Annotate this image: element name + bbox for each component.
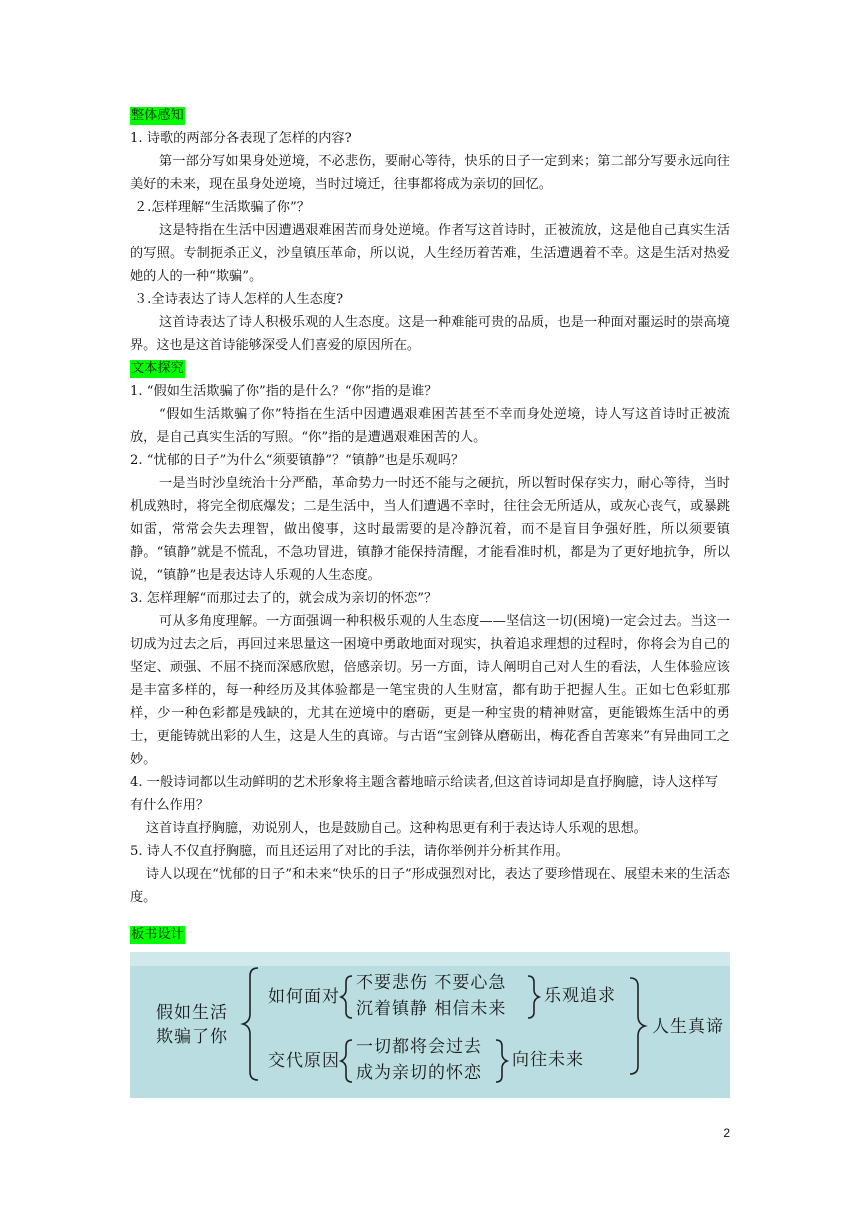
board-title-line2: 欺骗了你 xyxy=(156,1027,228,1047)
brace-branch2-right xyxy=(496,1040,507,1082)
brace-conclusion xyxy=(630,978,645,1074)
question-1: 1. 诗歌的两部分各表现了怎样的内容? xyxy=(130,131,352,146)
question-2: ２.怎样理解“生活欺骗了你”？ xyxy=(134,200,310,215)
board-title-line1: 假如生活 xyxy=(156,1003,228,1023)
brace-main xyxy=(243,968,258,1080)
explore-question-3: 3. 怎样理解“而那过去了的，就会成为亲切的怀恋”？ xyxy=(130,591,438,606)
section-tag-overall: 整体感知 xyxy=(131,108,184,123)
board-b2-item1: 一切都将会过去 xyxy=(356,1037,482,1057)
brace-branch1-right xyxy=(528,976,539,1018)
explore-question-5: 5. 诗人不仅直抒胸臆，而且还运用了对比的手法，请你举例并分析其作用。 xyxy=(130,844,569,859)
answer-3: 这首诗表达了诗人积极乐观的人生态度。这是一种难能可贵的品质，也是一种面对噩运时的崇高境界。这也是这首诗能够深受人们喜爱的原因所在。 xyxy=(130,315,730,353)
section-tag-board: 板书设计 xyxy=(131,927,184,942)
explore-question-2: 2. “忧郁的日子”为什么“须要镇静”？“镇静”也是乐观吗？ xyxy=(130,453,465,468)
board-design-diagram xyxy=(130,952,730,1098)
question-3: ３.全诗表达了诗人怎样的人生态度? xyxy=(134,292,344,307)
board-conclusion: 人生真谛 xyxy=(652,1017,724,1037)
document-page xyxy=(130,104,730,1098)
board-b1-item2: 沉着镇静 相信未来 xyxy=(356,999,507,1019)
board-b1-result: 乐观追求 xyxy=(544,986,616,1006)
board-b2-result: 向往未来 xyxy=(512,1050,584,1070)
board-branch2: 交代原因 xyxy=(268,1051,340,1071)
board-branch1: 如何面对 xyxy=(268,987,340,1007)
board-b1-item1: 不要悲伤 不要心急 xyxy=(356,973,507,993)
answer-1: 第一部分写如果身处逆境，不必悲伤，要耐心等待，快乐的日子一定到来；第二部分写要永远向往美好的未来，现在虽身处逆境，当时过境迁，往事都将成为亲切的回忆。 xyxy=(130,154,730,192)
explore-answer-2: 一是当时沙皇统治十分严酷，革命势力一时还不能与之硬抗，所以暂时保存实力，耐心等待，当时机成熟时，将完全彻底爆发；二是生活中，当人们遭遇不幸时，往往会无所适从，或灰心丧气，或暴跳如雷，常常会失去理智，做出傻事，这时最需要的是冷静沉着，而不是盲目争强好胜，所以须要镇静。“镇静”就是不慌乱，不急功冒进，镇静才能保持清醒，才能看准时机，都是为了更好地抗争，所以说，“镇静”也是表达诗人乐观的人生态度。 xyxy=(130,476,730,583)
answer-2: 这是特指在生活中因遭遇艰难困苦而身处逆境。作者写这首诗时，正被流放，这是他自己真实生活的写照。专制扼杀正义，沙皇镇压革命，所以说，人生经历着苦难，生活遭遇着不幸。这是生活对热爱她的人的一种“欺骗”。 xyxy=(130,223,730,284)
page-number: 2 xyxy=(723,1126,730,1140)
explore-question-1: 1. “假如生活欺骗了你”指的是什么？“你”指的是谁？ xyxy=(130,384,438,399)
explore-answer-5: 诗人以现在“忧郁的日子”和未来“快乐的日子”形成强烈对比，表达了要珍惜现在、展望未来的生活态度。 xyxy=(130,867,730,905)
explore-answer-4: 这首诗直抒胸臆，劝说别人，也是鼓励自己。这种构思更有利于表达诗人乐观的思想。 xyxy=(145,821,647,836)
brace-branch2 xyxy=(341,1040,352,1082)
explore-answer-1: “假如生活欺骗了你”特指在生活中因遭遇艰难困苦甚至不幸而身处逆境，诗人写这首诗时正被流放，是自己真实生活的写照。“你”指的是遭遇艰难困苦的人。 xyxy=(130,407,730,445)
explore-question-4: 4. 一般诗词都以生动鲜明的艺术形象将主题含蓄地暗示给读者,但这首诗词却是直抒胸臆，诗人这样写有什么作用？ xyxy=(130,775,719,813)
explore-answer-3: 可从多角度理解。一方面强调一种积极乐观的人生态度——坚信这一切(困境)一定会过去。当这一切成为过去之后，再回过来思量这一困境中勇敢地面对现实，执着追求理想的过程时，你将会为自己的坚定、顽强、不屈不挠而深感欣慰，倍感亲切。另一方面，诗人阐明自己对人生的看法，人生体验应该是丰富多样的，每一种经历及其体验都是一笔宝贵的人生财富，都有助于把握人生。正如七色彩虹那样，少一种色彩都是残缺的，尤其在逆境中的磨砺，更是一种宝贵的精神财富，更能锻炼生活中的勇士，更能铸就出彩的人生，这是人生的真谛。与古语“宝剑锋从磨砺出，梅花香自苦寒来”有异曲同工之妙。 xyxy=(130,614,730,767)
board-b2-item2: 成为亲切的怀恋 xyxy=(356,1063,482,1083)
section-tag-explore: 文本探究 xyxy=(131,361,184,376)
brace-branch1 xyxy=(341,976,352,1018)
